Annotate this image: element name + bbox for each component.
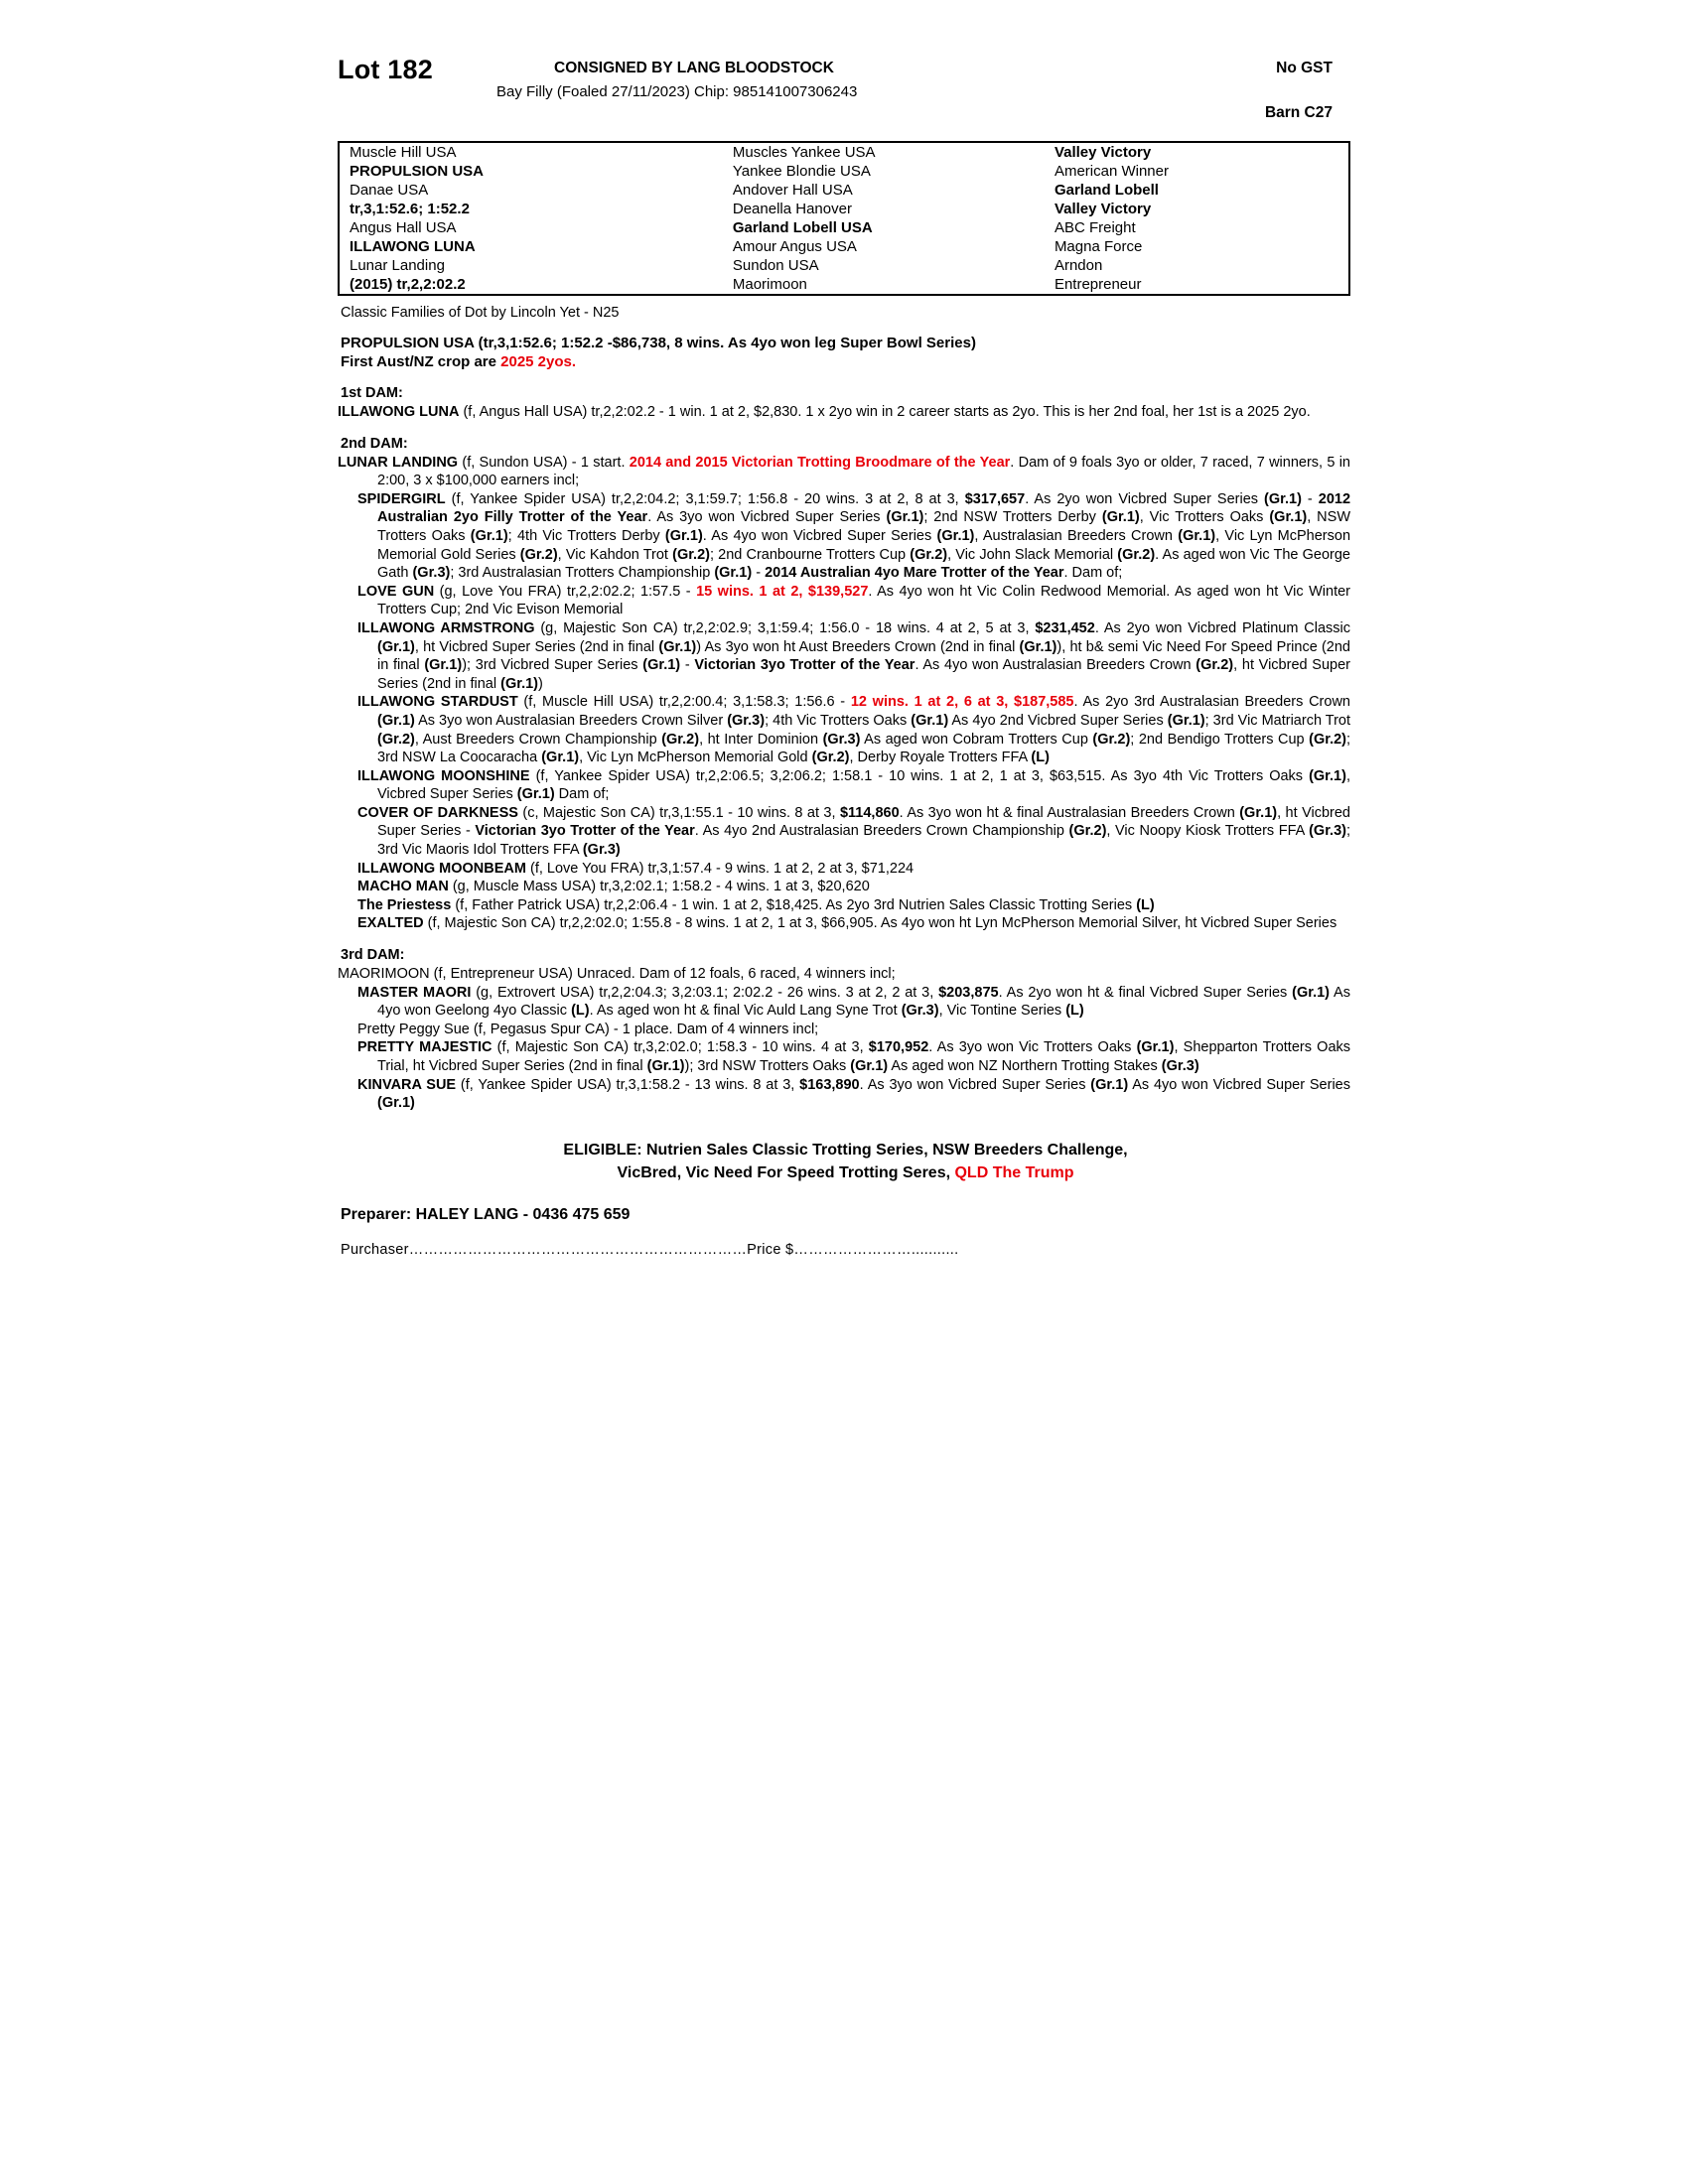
pedigree-entry xyxy=(338,878,1350,896)
entry-text: $317,657 xyxy=(964,490,1026,507)
entry-text: As 4yo won Vicbred Super Series xyxy=(1128,1076,1350,1093)
entry-text: - xyxy=(1301,490,1319,507)
entry-text: (Gr.1) xyxy=(936,527,975,544)
entry-text: (g, Love You FRA) tr,2,2:02.2; 1:57.5 - xyxy=(434,583,697,600)
entry-text: . As 2yo won Vicbred Super Series xyxy=(1025,490,1265,507)
eligible-line2-black: VicBred, Vic Need For Speed Trotting Seres, xyxy=(617,1163,955,1181)
entry-text: ; 2nd Cranbourne Trotters Cup xyxy=(709,546,911,563)
pedigree-cell-gen3: Valley Victory xyxy=(1054,144,1152,161)
entry-text: $163,890 xyxy=(799,1076,860,1093)
entry-text: (Gr.3) xyxy=(822,731,861,748)
entry-text: , ht Vicbred Super Series (2nd in final xyxy=(377,657,1350,692)
entry-text: (Gr.3) xyxy=(582,842,621,859)
pedigree-cell-gen2: Sundon USA xyxy=(732,257,819,274)
sire-summary-line1: PROPULSION USA (tr,3,1:52.6; 1:52.2 -$86,738, 8 wins. As 4yo won leg Super Bowl Series) xyxy=(341,335,976,351)
pedigree-cell-gen1 xyxy=(339,275,729,295)
pedigree-entry xyxy=(338,403,1350,422)
entry-text: As 4yo 2nd Vicbred Super Series xyxy=(948,712,1168,729)
entry-text: (Gr.1) xyxy=(1264,490,1302,507)
pedigree-cell-gen1 xyxy=(339,162,729,181)
entry-text: ) xyxy=(538,675,543,692)
pedigree-cell-gen1 xyxy=(339,142,729,162)
entry-text: . As 3yo won ht & final Australasian Breeders Crown xyxy=(899,804,1240,821)
entry-text: (Gr.3) xyxy=(412,565,451,582)
entry-text: (Gr.2) xyxy=(1068,823,1107,840)
entry-text: (Gr.3) xyxy=(1309,823,1346,840)
entry-text: (Gr.2) xyxy=(672,546,710,563)
pedigree-cell-gen3: Arndon xyxy=(1054,257,1103,274)
entry-text: (Gr.1) xyxy=(1090,1076,1129,1093)
entry-text: 2014 and 2015 Victorian Trotting Broodmare of the Year xyxy=(629,454,1011,471)
pedigree-cell-gen2: Yankee Blondie USA xyxy=(732,163,871,180)
pedigree-row xyxy=(339,237,1349,256)
purchaser-line: Purchaser……………………………………………………………Price $……………………........... xyxy=(341,1241,959,1258)
pedigree-entry xyxy=(338,914,1350,933)
entry-text: , ht Inter Dominion xyxy=(699,731,823,748)
entry-text: (Gr.1) xyxy=(646,1058,685,1074)
entry-text: (f, Muscle Hill USA) tr,2,2:00.4; 3,1:58.3; 1:56.6 - xyxy=(517,694,851,711)
entry-text: . As 3yo won Vicbred Super Series xyxy=(859,1076,1091,1093)
pedigree-row xyxy=(339,256,1349,275)
pedigree-cell-gen3: ABC Freight xyxy=(1054,219,1136,236)
entry-text: , Australasian Breeders Crown xyxy=(974,527,1179,544)
eligible-block xyxy=(341,1139,1350,1184)
entry-text: ILLAWONG MOONSHINE xyxy=(357,767,530,784)
animal-description: Bay Filly (Foaled 27/11/2023) Chip: 985141007306243 xyxy=(496,83,858,100)
entry-text: (f, Yankee Spider USA) tr,3,1:58.2 - 13 wins. 8 at 3, xyxy=(456,1076,800,1093)
entry-text: (Gr.2) xyxy=(661,731,700,748)
entry-text: MAORIMOON (f, Entrepreneur USA) Unraced. Dam of 12 foals, 6 raced, 4 winners incl; xyxy=(338,966,896,983)
entry-text: , Derby Royale Trotters FFA xyxy=(849,750,1032,766)
entry-text: (Gr.1) xyxy=(642,657,681,674)
entry-text: $170,952 xyxy=(868,1039,929,1056)
pedigree-entry xyxy=(338,490,1350,583)
entry-text: (Gr.1) xyxy=(1101,509,1140,526)
pedigree-row xyxy=(339,218,1349,237)
entry-text: (Gr.2) xyxy=(1196,657,1234,674)
entry-text: (c, Majestic Son CA) tr,3,1:55.1 - 10 wins. 8 at 3, xyxy=(517,804,840,821)
entry-text: (Gr.2) xyxy=(1309,731,1346,748)
eligible-line1: ELIGIBLE: Nutrien Sales Classic Trotting Series, NSW Breeders Challenge, xyxy=(563,1141,1128,1159)
pedigree-entry xyxy=(338,693,1350,766)
entry-text: . As 4yo won ht Vic Colin Redwood Memorial. As aged won ht Vic Winter Trotters Cup; 2nd Vic Evison Memorial xyxy=(377,583,1350,618)
entry-text: . As 4yo won Vicbred Super Series xyxy=(702,527,937,544)
entry-text: (L) xyxy=(571,1003,590,1020)
barn-number: Barn C27 xyxy=(1264,104,1333,121)
pedigree-row xyxy=(339,162,1349,181)
preparer-line: Preparer: HALEY LANG - 0436 475 659 xyxy=(341,1205,631,1223)
entry-text: , Vic Noopy Kiosk Trotters FFA xyxy=(1106,823,1310,840)
entry-text: (Gr.1) xyxy=(850,1058,889,1074)
entry-text: (Gr.3) xyxy=(1161,1058,1199,1074)
entry-text: (g, Muscle Mass USA) tr,3,2:02.1; 1:58.2 - 4 wins. 1 at 3, $20,620 xyxy=(448,879,870,895)
entry-text: (g, Majestic Son CA) tr,2,2:02.9; 3,1:59.4; 1:56.0 - 18 wins. 4 at 2, 5 at 3, xyxy=(534,619,1036,636)
entry-text: ; 3rd Vic Matriarch Trot xyxy=(1204,712,1351,729)
entry-text: The Priestess xyxy=(357,896,452,913)
entry-text: ; 3rd Vic Maoris Idol Trotters FFA xyxy=(377,823,1350,859)
entry-text: (Gr.1) xyxy=(658,638,697,655)
pedigree-entry xyxy=(338,965,1350,984)
entry-text: (Gr.2) xyxy=(910,546,948,563)
pedigree-entry xyxy=(338,804,1350,860)
entry-text: ; 4th Vic Trotters Derby xyxy=(507,527,665,544)
entry-text: $231,452 xyxy=(1035,619,1095,636)
pedigree-cell-gen1 xyxy=(339,200,729,218)
entry-text: (Gr.2) xyxy=(377,731,415,748)
entry-text: COVER OF DARKNESS xyxy=(357,804,518,821)
entry-text: (Gr.1) xyxy=(886,509,924,526)
pedigree-cell-gen3: Garland Lobell xyxy=(1054,182,1159,199)
entry-text: EXALTED xyxy=(357,915,424,932)
entry-text: Dam of; xyxy=(554,786,610,803)
entry-text: . Dam of 9 foals 3yo or older, 7 raced, 7 winners, 5 in 2:00, 3 x $100,000 earners incl; xyxy=(377,454,1350,489)
pedigree-cell-gen1 xyxy=(339,256,729,275)
dam-sections xyxy=(338,385,1350,1113)
entry-text: - xyxy=(680,657,695,674)
entry-text: ILLAWONG STARDUST xyxy=(357,694,518,711)
pedigree-cell-gen3: Magna Force xyxy=(1054,238,1143,255)
entry-text: (Gr.2) xyxy=(811,750,850,766)
pedigree-entry xyxy=(338,619,1350,693)
entry-text: ; 3rd NSW La Coocaracha xyxy=(377,731,1351,766)
entry-text: LUNAR LANDING xyxy=(338,454,459,471)
pedigree-entry xyxy=(338,1076,1350,1113)
entry-text: , Vic Tontine Series xyxy=(938,1003,1066,1020)
sire-crop-prefix: First Aust/NZ crop are xyxy=(341,353,501,370)
pedigree-cell-gen3: Valley Victory xyxy=(1054,201,1152,217)
entry-text: 12 wins. 1 at 2, 6 at 3, $187,585 xyxy=(850,694,1074,711)
entry-text: . As 3yo won Vic Trotters Oaks xyxy=(928,1039,1137,1056)
entry-text: As aged won Cobram Trotters Cup xyxy=(860,731,1093,748)
entry-text: , Aust Breeders Crown Championship xyxy=(414,731,662,748)
pedigree-row xyxy=(339,200,1349,218)
entry-text: (f, Yankee Spider USA) tr,2,2:06.5; 3,2:06.2; 1:58.1 - 10 wins. 1 at 2, 1 at 3, $63,515. As 3yo 4th Vic Trotters Oaks xyxy=(529,767,1310,784)
entry-text: ; 3rd Australasian Trotters Championship xyxy=(450,565,715,582)
pedigree-cell-gen2: Deanella Hanover xyxy=(732,201,852,217)
entry-text: ) As 3yo won ht Aust Breeders Crown (2nd in final xyxy=(696,638,1020,655)
entry-text: (Gr.3) xyxy=(901,1003,939,1020)
entry-text: $203,875 xyxy=(938,984,999,1001)
sire-crop-year: 2025 2yos. xyxy=(500,353,577,370)
sire-dam-name: Danae USA xyxy=(350,182,429,199)
pedigree-entry xyxy=(338,896,1350,915)
pedigree-entry xyxy=(338,583,1350,619)
entry-text: (Gr.1) xyxy=(1019,638,1057,655)
entry-text: (f, Yankee Spider USA) tr,2,2:04.2; 3,1:59.7; 1:56.8 - 20 wins. 3 at 2, 8 at 3, xyxy=(445,490,965,507)
entry-text: . As 2yo won ht & final Vicbred Super Series xyxy=(998,984,1293,1001)
entry-text: ); 3rd Vicbred Super Series xyxy=(462,657,643,674)
catalogue-sheet xyxy=(338,40,1350,1258)
entry-text: KINVARA SUE xyxy=(357,1076,457,1093)
dam-dam-name: Lunar Landing xyxy=(350,257,445,274)
entry-text: . As 4yo won Australasian Breeders Crown xyxy=(914,657,1196,674)
entry-text: (L) xyxy=(1065,1003,1084,1020)
entry-text: (Gr.1) xyxy=(377,1095,415,1112)
pedigree-cell-gen1 xyxy=(339,218,729,237)
entry-text: As 4yo won Geelong 4yo Classic xyxy=(377,984,1350,1020)
pedigree-row xyxy=(339,181,1349,200)
entry-text: $114,860 xyxy=(839,804,900,821)
entry-text: PRETTY MAJESTIC xyxy=(357,1039,492,1056)
entry-text: (Gr.1) xyxy=(911,712,949,729)
entry-text: (Gr.1) xyxy=(377,638,415,655)
entry-text: . As aged won Vic The George Gath xyxy=(377,546,1350,582)
entry-text: , Vic Lyn McPherson Memorial Gold xyxy=(579,750,812,766)
entry-text: (Gr.1) xyxy=(470,527,508,544)
sire-record: tr,3,1:52.6; 1:52.2 xyxy=(350,201,470,217)
sire-sire-name: Muscle Hill USA xyxy=(350,144,457,161)
sire-summary xyxy=(341,334,1350,371)
entry-text: (f, Sundon USA) - 1 start. xyxy=(458,454,630,471)
pedigree-row xyxy=(339,275,1349,295)
consignor-name: CONSIGNED BY LANG BLOODSTOCK xyxy=(554,60,834,76)
entry-text: (Gr.2) xyxy=(1117,546,1156,563)
page-header xyxy=(338,50,1350,129)
pedigree-cell-gen3: Entrepreneur xyxy=(1054,276,1142,293)
entry-text: , ht Vicbred Super Series (2nd in final xyxy=(414,638,659,655)
pedigree-cell-gen2: Maorimoon xyxy=(732,276,807,293)
lot-number: Lot 182 xyxy=(338,55,433,84)
entry-text: As aged won NZ Northern Trotting Stakes xyxy=(888,1058,1162,1074)
pedigree-row xyxy=(339,142,1349,162)
entry-text: . As 2yo 3rd Australasian Breeders Crown xyxy=(1073,694,1350,711)
entry-text: (Gr.1) xyxy=(1239,804,1278,821)
entry-text: , Vic Trotters Oaks xyxy=(1139,509,1270,526)
entry-text: ILLAWONG LUNA xyxy=(338,404,460,420)
entry-text: ILLAWONG ARMSTRONG xyxy=(357,619,535,636)
entry-text: (Gr.1) xyxy=(377,712,415,729)
entry-text: (f, Majestic Son CA) tr,3,2:02.0; 1:58.3 - 10 wins. 4 at 3, xyxy=(492,1039,869,1056)
entry-text: . As 4yo 2nd Australasian Breeders Crown Championship xyxy=(694,823,1069,840)
entry-text: (Gr.1) xyxy=(500,675,538,692)
entry-text: MACHO MAN xyxy=(357,879,449,895)
pedigree-cell-gen1 xyxy=(339,181,729,200)
entry-text: (Gr.1) xyxy=(1136,1039,1175,1056)
entry-text: (Gr.1) xyxy=(1269,509,1308,526)
gst-status: No GST xyxy=(1276,60,1333,76)
entry-text: , Vic Kahdon Trot xyxy=(557,546,673,563)
entry-text: Victorian 3yo Trotter of the Year xyxy=(694,657,915,674)
entry-text: (L) xyxy=(1031,750,1050,766)
pedigree-entry xyxy=(338,767,1350,804)
entry-text: 2012 Australian 2yo Filly Trotter of the Year xyxy=(377,490,1351,526)
entry-text: 15 wins. 1 at 2, $139,527 xyxy=(696,583,869,600)
entry-text: SPIDERGIRL xyxy=(357,490,446,507)
pedigree-entry xyxy=(338,1038,1350,1075)
dam-name: ILLAWONG LUNA xyxy=(350,238,476,255)
pedigree-cell-gen2: Garland Lobell USA xyxy=(732,219,873,236)
pedigree-entry xyxy=(338,984,1350,1021)
pedigree-cell-gen2: Andover Hall USA xyxy=(732,182,853,199)
entry-text: As 3yo won Australasian Breeders Crown Silver xyxy=(414,712,728,729)
entry-text: (Gr.3) xyxy=(727,712,766,729)
entry-text: LOVE GUN xyxy=(357,583,435,600)
eligible-line2-red: QLD The Trump xyxy=(954,1163,1074,1181)
entry-text: . As 3yo won Vicbred Super Series xyxy=(647,509,887,526)
entry-text: (Gr.1) xyxy=(1167,712,1205,729)
entry-text: - xyxy=(752,565,766,582)
dam-record: (2015) tr,2,2:02.2 xyxy=(350,276,466,293)
classic-families: Classic Families of Dot by Lincoln Yet - N25 xyxy=(341,305,620,321)
entry-text: ); 3rd NSW Trotters Oaks xyxy=(684,1058,851,1074)
pedigree-entry xyxy=(338,1021,1350,1039)
entry-text: (Gr.1) xyxy=(1178,527,1216,544)
pedigree-table xyxy=(338,141,1350,296)
dam-heading: 2nd DAM: xyxy=(341,435,408,452)
entry-text: (Gr.1) xyxy=(1309,767,1346,784)
pedigree-cell-gen3: American Winner xyxy=(1054,163,1169,180)
dam-heading: 3rd DAM: xyxy=(341,947,405,964)
entry-text: (Gr.2) xyxy=(1092,731,1131,748)
entry-text: ILLAWONG MOONBEAM xyxy=(357,860,526,877)
entry-text: , ht Vicbred Super Series - xyxy=(377,804,1350,840)
entry-text: MASTER MAORI xyxy=(357,984,472,1001)
entry-text: . As 2yo won Vicbred Platinum Classic xyxy=(1094,619,1350,636)
entry-text: (f, Angus Hall USA) tr,2,2:02.2 - 1 win. 1 at 2, $2,830. 1 x 2yo win in 2 career starts as 2yo. This is her 2nd foal, her 1st is a 2025 2yo. xyxy=(459,404,1311,420)
entry-text: (Gr.1) xyxy=(664,527,703,544)
entry-text: (Gr.1) xyxy=(1292,984,1331,1001)
entry-text: . As aged won ht & final Vic Auld Lang Syne Trot xyxy=(589,1003,902,1020)
dam-heading: 1st DAM: xyxy=(341,385,403,401)
entry-text: , Shepparton Trotters Oaks Trial, ht Vicbred Super Series (2nd in final xyxy=(377,1039,1351,1074)
entry-text: ; 4th Vic Trotters Oaks xyxy=(765,712,912,729)
entry-text: (Gr.1) xyxy=(424,657,463,674)
entry-text: (Gr.1) xyxy=(714,565,753,582)
entry-text: , Vic Lyn McPherson Memorial Gold Series xyxy=(377,527,1351,563)
entry-text: , NSW Trotters Oaks xyxy=(377,509,1350,544)
entry-text: ), ht b& semi Vic Need For Speed Prince (2nd in final xyxy=(377,638,1350,674)
entry-text: (f, Majestic Son CA) tr,2,2:02.0; 1:55.8 - 8 wins. 1 at 2, 1 at 3, $66,905. As 4yo won ht Lyn McPherson Memorial Silver, ht Vicbred Super Series xyxy=(423,915,1337,932)
entry-text: ; 2nd Bendigo Trotters Cup xyxy=(1130,731,1310,748)
dam-sire-name: Angus Hall USA xyxy=(350,219,457,236)
pedigree-entry xyxy=(338,454,1350,490)
entry-text: (Gr.1) xyxy=(516,786,555,803)
entry-text: Victorian 3yo Trotter of the Year xyxy=(475,823,695,840)
entry-text: (g, Extrovert USA) tr,2,2:04.3; 3,2:03.1; 2:02.2 - 26 wins. 3 at 2, 2 at 3, xyxy=(471,984,939,1001)
pedigree-cell-gen2: Amour Angus USA xyxy=(732,238,857,255)
entry-text: (Gr.2) xyxy=(519,546,558,563)
entry-text: (f, Father Patrick USA) tr,2,2:06.4 - 1 win. 1 at 2, $18,425. As 2yo 3rd Nutrien Sales Classic Trotting Series xyxy=(451,896,1137,913)
entry-text: (Gr.1) xyxy=(541,750,580,766)
pedigree-cell-gen2: Muscles Yankee USA xyxy=(732,144,876,161)
entry-text: , Vic John Slack Memorial xyxy=(947,546,1118,563)
entry-text: . Dam of; xyxy=(1063,565,1123,582)
entry-text: , Vicbred Super Series xyxy=(377,767,1350,803)
pedigree-cell-gen1 xyxy=(339,237,729,256)
entry-text: ; 2nd NSW Trotters Derby xyxy=(923,509,1102,526)
pedigree-entry xyxy=(338,860,1350,879)
entry-text: Pretty Peggy Sue (f, Pegasus Spur CA) - 1 place. Dam of 4 winners incl; xyxy=(357,1021,819,1037)
entry-text: (L) xyxy=(1136,896,1155,913)
entry-text: 2014 Australian 4yo Mare Trotter of the Year xyxy=(765,565,1064,582)
sire-name: PROPULSION USA xyxy=(350,163,485,180)
entry-text: (f, Love You FRA) tr,3,1:57.4 - 9 wins. 1 at 2, 2 at 3, $71,224 xyxy=(525,860,914,877)
